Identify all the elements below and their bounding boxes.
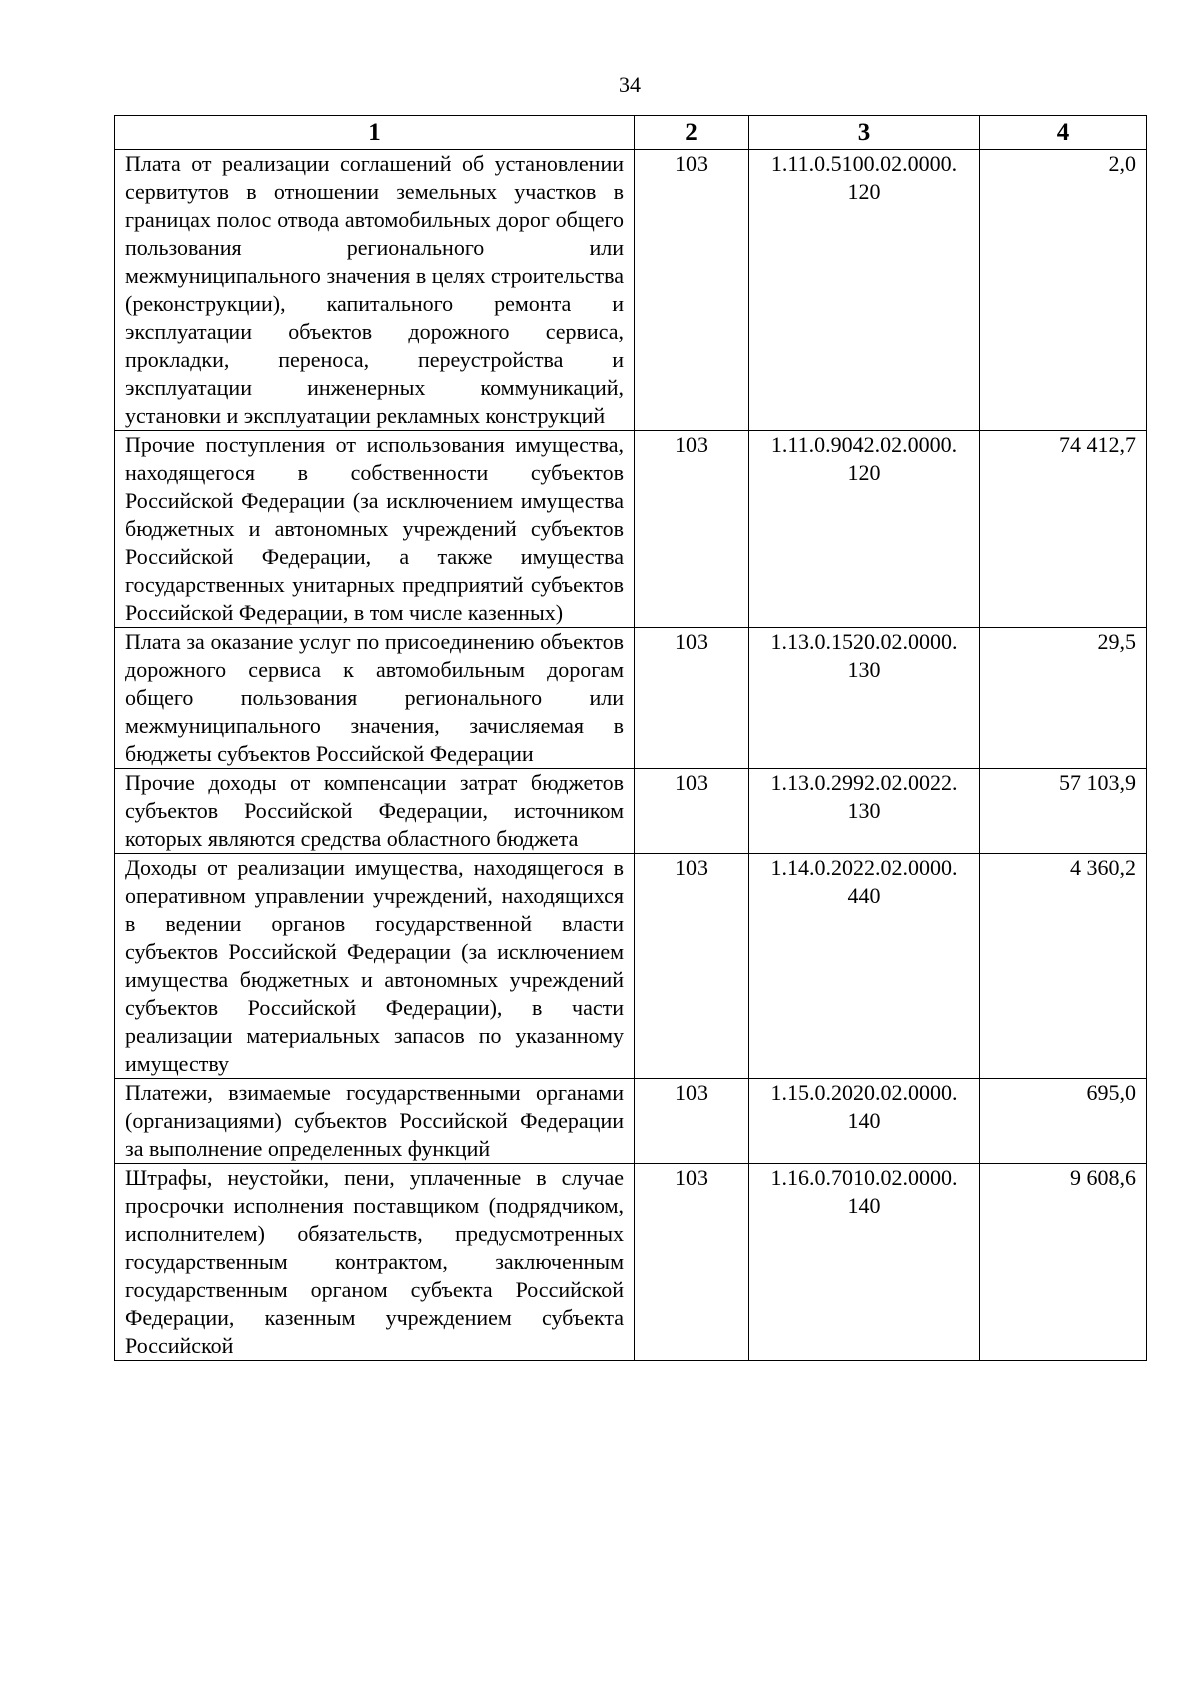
code-line-1: 1.13.0.1520.02.0000.	[770, 629, 958, 654]
row-amount: 57 103,9	[980, 769, 1147, 854]
column-header-4: 4	[980, 116, 1147, 150]
row-admin-code: 103	[635, 1164, 749, 1361]
table-row	[115, 431, 1147, 628]
code-line-1: 1.15.0.2020.02.0000.	[770, 1080, 958, 1105]
page-number: 34	[619, 72, 641, 97]
code-line-2: 120	[847, 179, 881, 204]
row-admin-code: 103	[635, 150, 749, 431]
code-line-1: 1.16.0.7010.02.0000.	[770, 1165, 958, 1190]
row-admin-code: 103	[635, 628, 749, 769]
code-line-1: 1.14.0.2022.02.0000.	[770, 855, 958, 880]
table-header-row	[115, 116, 1147, 150]
row-budget-code	[749, 1164, 980, 1361]
table-row	[115, 854, 1147, 1079]
code-line-2: 440	[847, 883, 881, 908]
row-admin-code: 103	[635, 1079, 749, 1164]
row-amount: 695,0	[980, 1079, 1147, 1164]
table-row	[115, 1079, 1147, 1164]
row-amount: 74 412,7	[980, 431, 1147, 628]
row-amount: 4 360,2	[980, 854, 1147, 1079]
column-header-3: 3	[749, 116, 980, 150]
row-budget-code	[749, 431, 980, 628]
code-line-2: 140	[847, 1193, 881, 1218]
row-description: Доходы от реализации имущества, находящегося в оперативном управлении учреждений, находящихся в ведении органов государственной власти субъектов Российской Федерации (за исключением имущества бюджетных и автономных учреждений субъектов Российской Федерации), в части реализации материальных запасов по указанному имуществу	[115, 854, 635, 1079]
row-admin-code: 103	[635, 431, 749, 628]
column-header-2: 2	[635, 116, 749, 150]
code-line-2: 120	[847, 460, 881, 485]
revenue-table	[114, 115, 1147, 1361]
row-description: Прочие поступления от использования имущества, находящегося в собственности субъектов Российской Федерации (за исключением имущества бюджетных и автономных учреждений субъектов Российской Федерации, а также имущества государственных унитарных предприятий субъектов Российской Федерации, в том числе казенных)	[115, 431, 635, 628]
row-budget-code	[749, 854, 980, 1079]
table-row	[115, 628, 1147, 769]
row-description: Плата за оказание услуг по присоединению объектов дорожного сервиса к автомобильным дорогам общего пользования регионального или межмуниципального значения, зачисляемая в бюджеты субъектов Российской Федерации	[115, 628, 635, 769]
code-line-2: 130	[847, 798, 881, 823]
code-line-2: 140	[847, 1108, 881, 1133]
row-budget-code	[749, 769, 980, 854]
row-description: Прочие доходы от компенсации затрат бюджетов субъектов Российской Федерации, источником которых являются средства областного бюджета	[115, 769, 635, 854]
row-description: Платежи, взимаемые государственными органами (организациями) субъектов Российской Федерации за выполнение определенных функций	[115, 1079, 635, 1164]
row-description: Плата от реализации соглашений об установлении сервитутов в отношении земельных участков в границах полос отвода автомобильных дорог общего пользования регионального или межмуниципального значения в целях строительства (реконструкции), капитального ремонта и эксплуатации объектов дорожного сервиса, прокладки, переноса, переустройства и эксплуатации инженерных коммуникаций, установки и эксплуатации рекламных конструкций	[115, 150, 635, 431]
column-header-1: 1	[115, 116, 635, 150]
code-line-1: 1.11.0.5100.02.0000.	[770, 151, 958, 176]
row-amount: 9 608,6	[980, 1164, 1147, 1361]
row-description: Штрафы, неустойки, пени, уплаченные в случае просрочки исполнения поставщиком (подрядчиком, исполнителем) обязательств, предусмотренных государственным контрактом, заключенным государственным органом субъекта Российской Федерации, казенным учреждением субъекта Российской	[115, 1164, 635, 1361]
code-line-2: 130	[847, 657, 881, 682]
code-line-1: 1.13.0.2992.02.0022.	[770, 770, 958, 795]
row-admin-code: 103	[635, 854, 749, 1079]
row-budget-code	[749, 150, 980, 431]
row-admin-code: 103	[635, 769, 749, 854]
code-line-1: 1.11.0.9042.02.0000.	[770, 432, 958, 457]
row-amount: 29,5	[980, 628, 1147, 769]
row-amount: 2,0	[980, 150, 1147, 431]
table-row	[115, 150, 1147, 431]
table-row	[115, 1164, 1147, 1361]
row-budget-code	[749, 628, 980, 769]
table-row	[115, 769, 1147, 854]
row-budget-code	[749, 1079, 980, 1164]
